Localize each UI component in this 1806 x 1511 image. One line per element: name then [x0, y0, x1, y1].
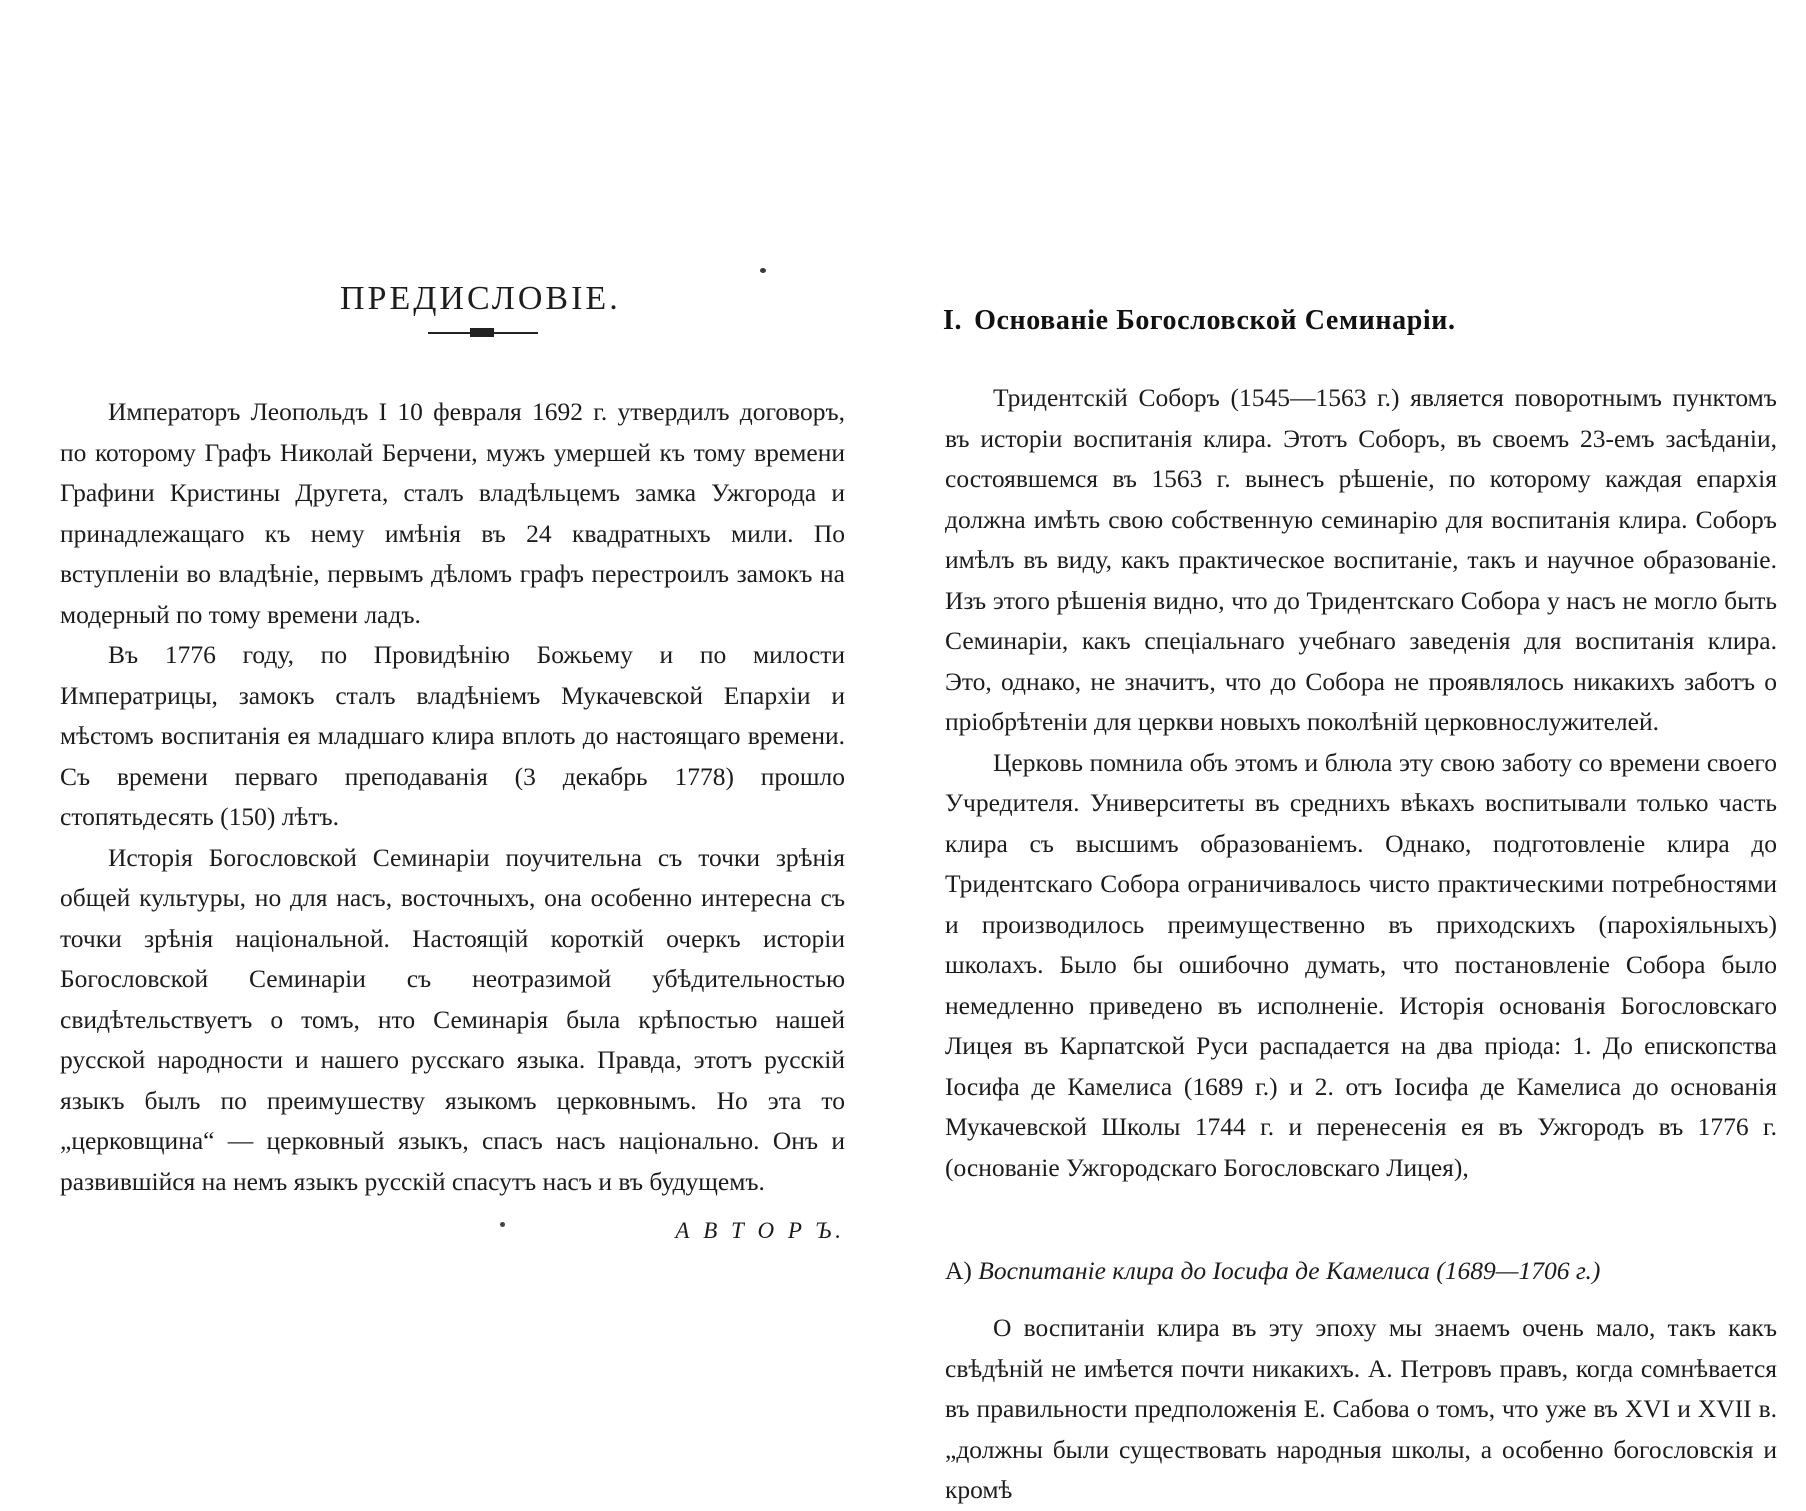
chapter-heading [943, 305, 1773, 337]
page-speck-left [500, 1222, 505, 1227]
section-label: А) [945, 1256, 972, 1285]
title-divider [428, 332, 538, 334]
section-heading [945, 1252, 1777, 1290]
chapter-body [945, 378, 1777, 1188]
paragraph: О воспитаніи клира въ эту эпоху мы знаемъ очень мало, такъ какъ свѣдѣній не имѣется почти никакихъ. А. Петровъ правъ, когда сомнѣвается въ правильности предположенія Е. Сабова о томъ, что уже въ XVI и XVII в. „должны были существовать народныя школы, а особенно богословскія и кромѣ [945, 1313, 1777, 1504]
chapter-title-text: Основаніе Богословской Семинаріи. [974, 305, 1456, 336]
paragraph: Исторія Богословской Семинаріи поучительна съ точки зрѣнія общей культуры, но для насъ, восточныхъ, она особенно интересна съ точки зрѣнія національной. Настоящій короткій очеркъ исторіи Богословской Семинаріи съ неотразимой убѣдительностью свидѣтельствуетъ о томъ, нто Семинарія была крѣпостью нашей русской народности и нашего русскаго языка. Правда, этотъ русскій языкъ былъ по преимушеству языкомъ церковнымъ. Но эта то „церковщина“ — церковный языкъ, спасъ насъ національно. Онъ и развившійся на немъ языкъ русскій спасутъ насъ и въ будущемъ. [60, 842, 845, 1196]
section-title: Воспитаніе клира до Іосифа де Камелиса (1689—1706 г.) [978, 1256, 1601, 1285]
page-title: ПРЕДИСЛОВІЕ. [340, 280, 621, 317]
paragraph: Церковь помнила объ этомъ и блюла эту свою заботу со времени своего Учредителя. Университеты въ среднихъ вѣкахъ воспитывали только часть клира съ высшимъ образованіемъ. Однако, подготовленіе клира до Тридентскаго Собора ограничивалось чисто практическими потребностями и производилось преимущественно въ приходскихъ (парохіяльныхъ) школахъ. Было бы ошибочно думать, что постановленіе Собора было немедленно приведено въ исполненіе. Исторія основанія Богословскаго Лицея въ Карпатской Руси распадается на два пріода: 1. До епископства Іосифа де Камелиса (1689 г.) и 2. отъ Іосифа де Камелиса до основанія Мукачевской Школы 1744 г. и перенесенія ея въ Ужгородъ въ 1776 г. (основаніе Ужгородскаго Богословскаго Лицея), [945, 747, 1777, 1182]
preface-body [60, 392, 845, 1202]
paragraph: Въ 1776 году, по Провидѣнію Божьему и по милости Императрицы, замокъ сталъ владѣніемъ Мукачевской Епархіи и мѣстомъ воспитанія ея младшаго клира вплоть до настоящаго времени. Съ времени перваго преподаванія (3 декабрь 1778) прошло стопятьдесять (150) лѣтъ. [60, 640, 845, 831]
paragraph: Тридентскій Соборъ (1545—1563 г.) является поворотнымъ пунктомъ въ исторіи воспитанія клира. Этотъ Соборъ, въ своемъ 23-емъ засѣданіи, состоявшемся въ 1563 г. вынесъ рѣшеніе, по которому каждая епархія должна имѣть свою собственную семинарію для воспитанія клира. Соборъ имѣлъ въ виду, какъ практическое воспитаніе, такъ и научное образованіе. Изъ этого рѣшенія видно, что до Тридентскаго Собора у насъ не могло быть Семинаріи, какъ спеціальнаго учебнаго заведенія для воспитанія клира. Это, однако, не значитъ, что до Собора не проявлялось никакихъ заботъ о пріобрѣтеніи для церкви новыхъ поколѣній церковнослужителей. [945, 383, 1777, 736]
chapter-number: I. [943, 305, 963, 336]
right-column [903, 0, 1806, 1504]
author-signature: А В Т О Р Ъ. [675, 1218, 845, 1243]
left-column [0, 0, 903, 1500]
paragraph: Императоръ Леопольдъ I 10 февраля 1692 г. утвердилъ договоръ, по которому Графъ Николай Берчени, мужъ умершей къ тому времени Графини Кристины Другета, сталъ владѣльцемъ замка Ужгорода и принадлежащаго къ нему имѣнія въ 24 квадратныхъ мили. По вступленіи во владѣніе, первымъ дѣломъ графъ перестроилъ замокъ на модерный по тому времени ладъ. [60, 397, 845, 629]
page-speck-top [760, 268, 766, 273]
section-body [945, 1308, 1777, 1511]
